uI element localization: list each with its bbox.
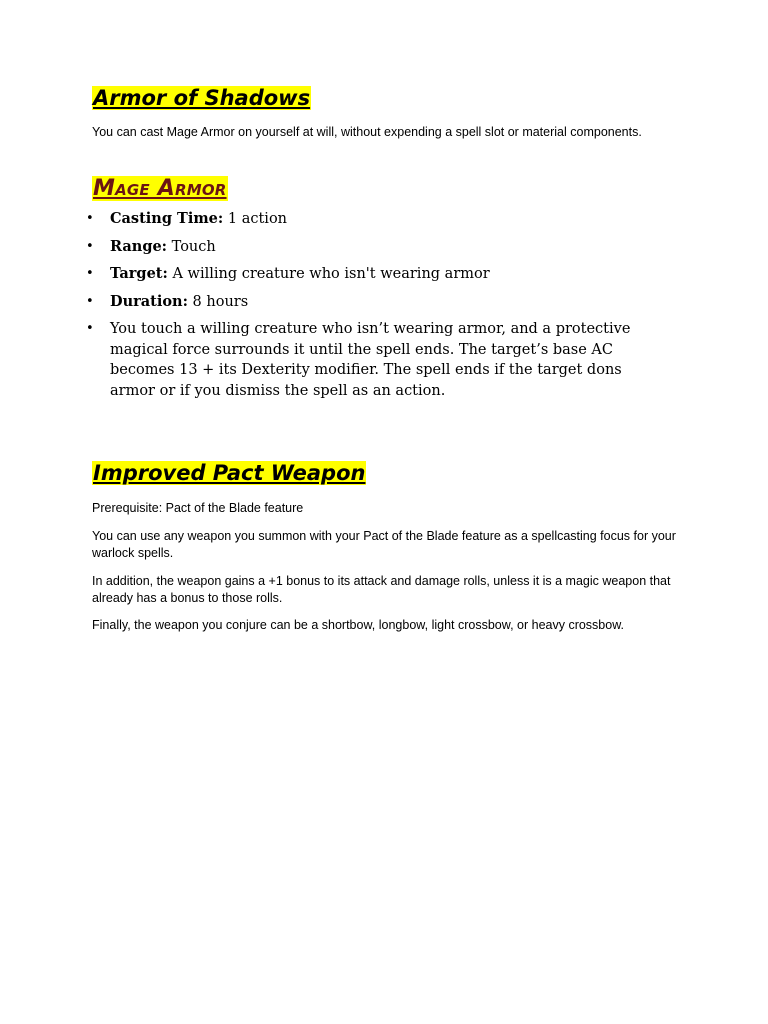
- list-item: [86, 292, 652, 313]
- armor-of-shadows-body: You can cast Mage Armor on yourself at will, without expending a spell slot or material components.: [92, 125, 642, 139]
- armor-of-shadows-heading: [92, 86, 311, 111]
- pact-weapon-paragraph-1: You can use any weapon you summon with your Pact of the Blade feature as a spellcasting focus for your warlock spells.: [92, 529, 676, 560]
- bullet-icon: •: [86, 238, 94, 254]
- improved-pact-weapon-title: Improved Pact Weapon: [93, 461, 366, 485]
- prerequisite-text: Prerequisite: Pact of the Blade feature: [92, 501, 304, 515]
- list-item: [86, 237, 652, 258]
- item-text: Touch: [167, 238, 216, 255]
- list-item: [86, 209, 652, 230]
- item-text: 8 hours: [187, 293, 249, 310]
- pact-weapon-paragraph-2: In addition, the weapon gains a +1 bonus to its attack and damage rolls, unless it is a magic weapon that already has a bonus to those rolls.: [92, 574, 671, 605]
- list-item: [86, 264, 652, 285]
- mage-armor-list: [86, 209, 652, 408]
- item-label: Duration:: [110, 292, 188, 310]
- item-text: You touch a willing creature who isn’t wearing armor, and a protective magical force surrounds it until the spell ends. The target’s base AC becomes 13 + its Dexterity modifier. The spell ends if the target dons armor or if you dismiss the spell as an action.: [110, 321, 631, 399]
- item-label: Range:: [110, 237, 168, 255]
- item-label: Target:: [110, 265, 168, 282]
- list-item: [86, 319, 652, 401]
- bullet-icon: •: [86, 293, 94, 309]
- bullet-icon: •: [86, 321, 94, 336]
- armor-of-shadows-title: Armor of Shadows: [93, 86, 311, 110]
- improved-pact-weapon-heading: [92, 461, 366, 486]
- pact-weapon-paragraph-3: Finally, the weapon you conjure can be a shortbow, longbow, light crossbow, or heavy crossbow.: [92, 618, 625, 632]
- item-text: 1 action: [223, 211, 288, 227]
- item-label: Casting Time:: [110, 210, 224, 227]
- item-text: A willing creature who isn't wearing armor: [167, 266, 490, 282]
- bullet-icon: •: [86, 211, 94, 226]
- mage-armor-heading: [92, 176, 228, 201]
- mage-armor-title: Mage Armor: [93, 176, 227, 201]
- bullet-icon: •: [86, 266, 94, 281]
